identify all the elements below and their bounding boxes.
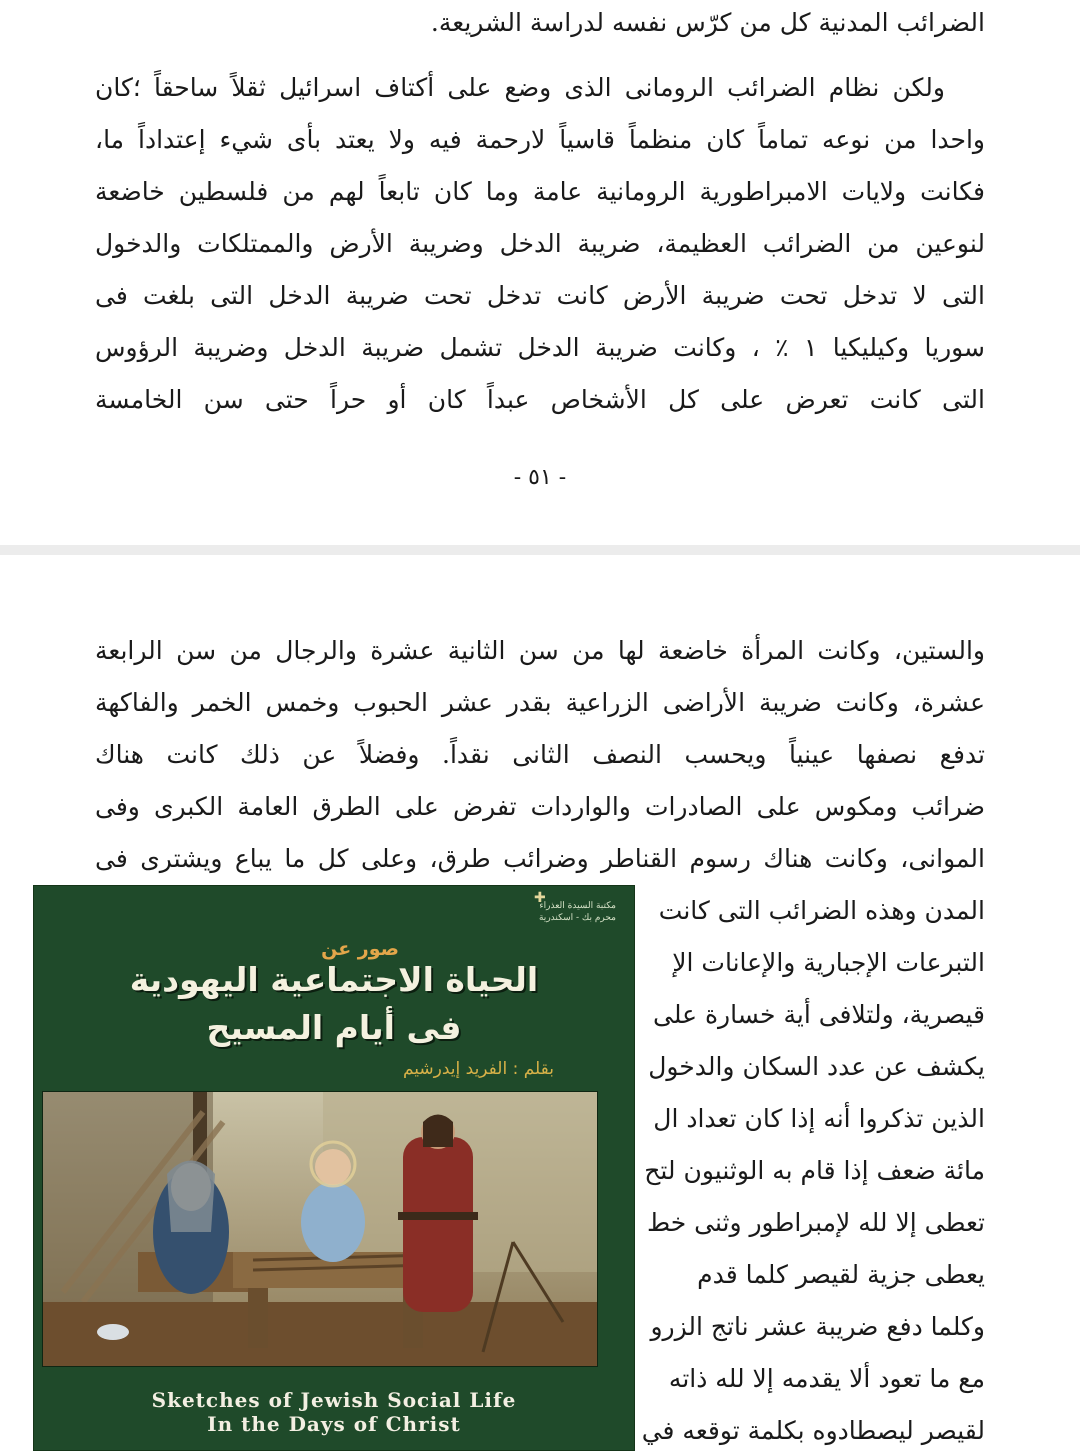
text-line: واحدا من نوعه تماماً كان منظماً قاسياً لارحمة فيه ولا يعتد بأى شيء إعتداداً ما، (95, 125, 985, 154)
text-line: يعطى جزية لقيصر كلما قدم (697, 1260, 985, 1289)
text-line: ضرائب ومكوس على الصادرات والواردات تفرض على الطرق العامة الكبرى وفى (95, 792, 985, 821)
paragraph-gap (95, 48, 985, 62)
text-line: التبرعات الإجبارية والإعانات الإ (672, 948, 985, 977)
carpentry-painting-illustration (42, 1091, 598, 1367)
text-line: وكلما دفع ضريبة عشر ناتج الزرو (650, 1312, 985, 1341)
publisher-line: مكتبة السيدة العذراء (539, 901, 616, 911)
text-line: تعطى إلا لله لإمبراطور وثنى خط (646, 1208, 985, 1237)
cover-subtitle: صور عن (321, 938, 399, 960)
text-line: قيصرية، ولتلافى أية خسارة على (652, 1000, 985, 1029)
text-line: الذين تذكروا أنه إذا كان تعداد ال (653, 1104, 985, 1133)
text-line: المدن وهذه الضرائب التى كانت (658, 896, 985, 925)
text-line: والستين، وكانت المرأة خاضعة لها من سن الثانية عشرة والرجال من سن الرابعة (95, 636, 985, 665)
text-line: تدفع نصفها عينياً ويحسب النصف الثانى نقداً. وفضلاً عن ذلك كانت هناك (95, 740, 985, 769)
text-line: سوريا وكيليكيا ١ ٪ ، وكانت ضريبة الدخل تشمل ضريبة الدخل وضريبة الرؤوس (95, 333, 985, 362)
text-line: عشرة، وكانت ضريبة الأراضى الزراعية بقدر عشر الحبوب وخمس الخمر والفاكهة (95, 688, 985, 717)
text-line: لقيصر ليصطادوه بكلمة توقعه في (641, 1416, 985, 1445)
text-line: التى لا تدخل تحت ضريبة الأرض كانت تدخل تحت ضريبة الدخل التى بلغت فى (95, 281, 985, 310)
book-cover-image (33, 885, 635, 1451)
page-number: - ٥١ - (513, 465, 567, 490)
text-line: يكشف عن عدد السكان والدخول (648, 1052, 985, 1081)
text-line: فكانت ولايات الامبراطورية الرومانية عامة وما كان تابعاً لهم من فلسطين خاضعة (95, 177, 985, 206)
upper-page-text (95, 0, 985, 426)
cover-author: بقلم : الفريد إيدرشيم (402, 1059, 554, 1079)
page-separator (0, 545, 1080, 555)
text-line: مائة ضعف إذا قام به الوثنيون لتح (644, 1156, 985, 1185)
cover-title-line1: الحياة الاجتماعية اليهودية (129, 960, 539, 999)
publisher-line: محرم بك - اسكندرية (538, 913, 616, 923)
text-line: لنوعين من الضرائب العظيمة، ضريبة الدخل وضريبة الأرض والممتلكات والدخول (95, 229, 985, 258)
cover-english-title-line1: Sketches of Jewish Social Life (151, 1388, 517, 1412)
text-line: مع ما تعود ألا يقدمه إلا لله ذاته (668, 1364, 985, 1393)
cross-icon: ✚ (534, 890, 546, 906)
cover-title-line2: فى أيام المسيح (206, 1008, 462, 1047)
upper-page (0, 0, 1080, 545)
text-line: الضرائب المدنية كل من كرّس نفسه لدراسة الشريعة. (430, 8, 985, 37)
text-line: الموانى، وكانت هناك رسوم القناطر وضرائب طرق، وعلى كل ما يباع ويشترى فى (95, 844, 985, 873)
text-line: ولكن نظام الضرائب الرومانى الذى وضع على أكتاف اسرائيل ثقلاً ساحقاً ؛كان (95, 73, 945, 102)
text-line: التى كانت تعرض على كل الأشخاص عبداً كان أو حراً حتى سن الخامسة (95, 385, 985, 414)
cover-english-title-line2: In the Days of Christ (207, 1412, 461, 1436)
cover-publisher (456, 900, 616, 924)
